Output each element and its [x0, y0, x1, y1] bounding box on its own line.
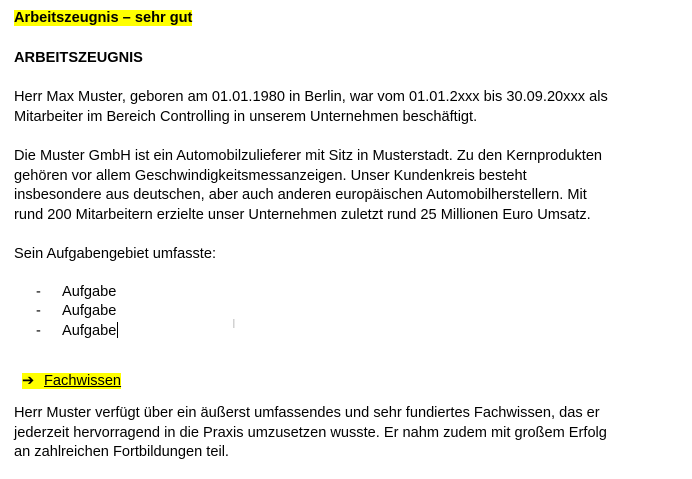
list-item-label: Aufgabe	[62, 283, 117, 300]
list-item	[14, 283, 674, 303]
list-item-label: Aufgabe	[62, 303, 117, 320]
arrow-right-icon: ➔	[22, 373, 35, 389]
document-page[interactable]	[14, 8, 674, 341]
section-heading-label: Fachwissen	[44, 373, 122, 389]
tasks-list	[14, 283, 674, 342]
paragraph-line: Herr Max Muster, geboren am 01.01.1980 in Berlin, war vom 01.01.2xxx bis 30.09.20xxx als	[14, 89, 608, 105]
list-dash: -	[36, 322, 41, 339]
mouse-ibeam-icon: I	[232, 316, 236, 331]
list-item	[14, 322, 674, 342]
paragraph-line: an zahlreichen Fortbildungen teil.	[14, 444, 229, 460]
list-dash: -	[36, 303, 41, 320]
tasks-intro: Sein Aufgabengebiet umfasste:	[14, 246, 217, 262]
text-cursor	[117, 322, 118, 338]
paragraph-intro	[14, 88, 674, 127]
paragraph-line: insbesondere aus deutschen, aber auch anderen europäischen Automobilherstellern. Mit	[14, 187, 587, 203]
list-item	[14, 302, 674, 322]
document-top-heading	[14, 8, 674, 28]
paragraph-company	[14, 147, 674, 225]
paragraph-line: rund 200 Mitarbeitern erzielte unser Unternehmen zuletzt rund 25 Millionen Euro Umsatz.	[14, 206, 591, 223]
paragraph-knowledge	[14, 404, 654, 463]
paragraph-line: Die Muster GmbH ist ein Automobilzulieferer mit Sitz in Musterstadt. Zu den Kernprodukten	[14, 148, 603, 164]
list-dash: -	[36, 283, 41, 300]
paragraph-line: Herr Muster verfügt über ein äußerst umfassendes und sehr fundiertes Fachwissen, das er	[14, 405, 600, 421]
highlighted-heading-text: Arbeitszeugnis – sehr gut	[14, 10, 193, 26]
list-item-label: Aufgabe	[62, 322, 117, 339]
paragraph-line: gehören vor allem Geschwindigkeitsmessanzeigen. Unser Kundenkreis besteht	[14, 167, 527, 184]
section-heading-fachwissen	[22, 371, 121, 391]
document-title: ARBEITSZEUGNIS	[14, 50, 143, 66]
paragraph-line: Mitarbeiter im Bereich Controlling in unserem Unternehmen beschäftigt.	[14, 108, 478, 125]
paragraph-line: jederzeit hervorragend in die Praxis umzusetzen wusste. Er nahm zudem mit großem Erfolg	[14, 424, 607, 441]
